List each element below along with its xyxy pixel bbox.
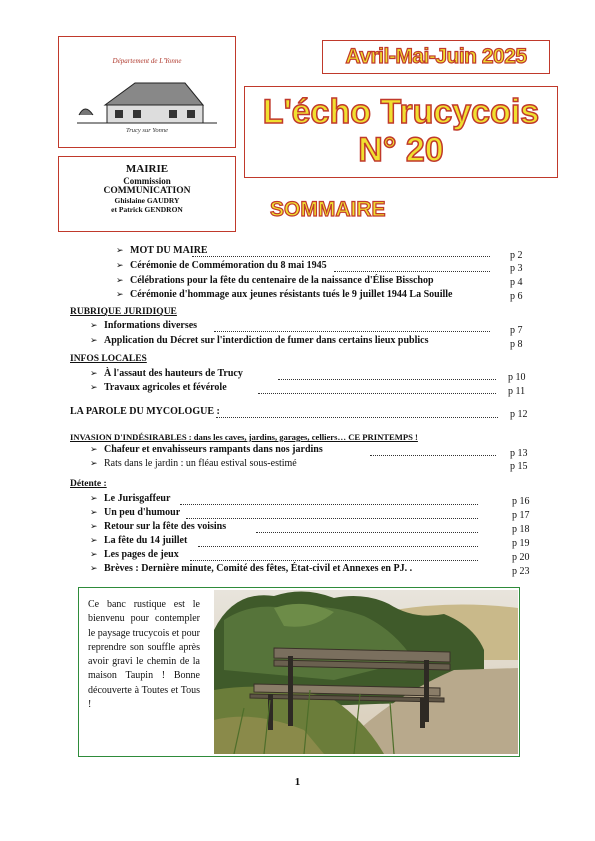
- toc-page: p 16: [512, 496, 530, 507]
- mairie-commission: Commission: [123, 175, 171, 186]
- toc-item: ➢ La fête du 14 juillet: [90, 535, 188, 546]
- arrow-bullet-icon: ➢: [90, 493, 98, 503]
- mairie-box: [58, 156, 236, 232]
- toc-page: p 17: [512, 510, 530, 521]
- bench-photo: [214, 590, 518, 754]
- arrow-bullet-icon: ➢: [90, 458, 98, 468]
- toc-page: p 10: [508, 372, 526, 383]
- logo-box: [58, 36, 236, 148]
- arrow-bullet-icon: ➢: [90, 335, 98, 345]
- toc-page: p 15: [510, 461, 528, 472]
- toc-page: p 20: [512, 552, 530, 563]
- toc-page: p 2: [510, 250, 523, 261]
- toc-item: ➢ Informations diverses: [90, 320, 198, 331]
- date-banner: [322, 40, 550, 74]
- toc-page: p 23: [512, 566, 530, 577]
- arrow-bullet-icon: ➢: [116, 245, 124, 255]
- mairie-title: MAIRIE: [125, 163, 169, 175]
- toc-page: p 8: [510, 339, 523, 350]
- toc-page: p 19: [512, 538, 530, 549]
- date-text: Avril-Mai-Juin 2025: [345, 45, 527, 68]
- arrow-bullet-icon: ➢: [90, 563, 98, 573]
- toc-page: p 6: [510, 291, 523, 302]
- newsletter-title: L'écho Trucycois: [262, 93, 540, 131]
- arrow-bullet-icon: ➢: [90, 320, 98, 330]
- toc-section-heading: Détente :: [70, 479, 107, 489]
- toc-item: ➢ Retour sur la fête des voisins: [90, 521, 227, 532]
- village-sketch-image: [75, 75, 219, 127]
- toc-item: ➢ Le Jurisgaffeur: [90, 493, 171, 504]
- arrow-bullet-icon: ➢: [116, 260, 124, 270]
- toc-item: ➢ Cérémonie d'hommage aux jeunes résistants tués le 9 juillet 1944 La Souille: [116, 289, 453, 300]
- toc-page: p 3: [510, 263, 523, 274]
- mairie-member-1: Ghislaine GAUDRY: [114, 195, 180, 205]
- toc-item: LA PAROLE DU MYCOLOGUE :: [70, 406, 220, 417]
- toc-item: ➢ Célébrations pour la fête du centenaire de la naissance d'Élise Bisschop: [116, 275, 434, 286]
- arrow-bullet-icon: ➢: [90, 382, 98, 392]
- arrow-bullet-icon: ➢: [90, 368, 98, 378]
- toc-item: ➢ À l'assaut des hauteurs de Trucy: [90, 368, 243, 379]
- arrow-bullet-icon: ➢: [116, 275, 124, 285]
- arrow-bullet-icon: ➢: [90, 521, 98, 531]
- toc-item: ➢ Chafeur et envahisseurs rampants dans nos jardins: [90, 444, 323, 455]
- photo-caption: Ce banc rustique est le bienvenu pour contempler le paysage trucycois et pour reprendre son souffle après avoir gravi le chemin de la maison Taupin ! Bonne découverte à Toutes et Tous !: [88, 599, 200, 711]
- toc-page: p 12: [510, 409, 528, 420]
- arrow-bullet-icon: ➢: [90, 507, 98, 517]
- toc-section-heading: INFOS LOCALES: [70, 354, 147, 364]
- toc-page: p 11: [508, 386, 526, 397]
- arrow-bullet-icon: ➢: [90, 535, 98, 545]
- toc-item: ➢ Les pages de jeux: [90, 549, 179, 560]
- toc-item: ➢ Un peu d'humour: [90, 507, 181, 518]
- arrow-bullet-icon: ➢: [90, 444, 98, 454]
- toc-section-heading: RUBRIQUE JURIDIQUE: [70, 307, 177, 317]
- logo-department-text: Département de L'Yonne: [112, 57, 182, 65]
- toc-item: ➢ MOT DU MAIRE: [116, 245, 208, 256]
- page-number: 1: [294, 776, 301, 788]
- toc-page: p 4: [510, 277, 523, 288]
- title-box: [244, 86, 558, 178]
- toc-item: ➢ Travaux agricoles et févérole: [90, 382, 227, 393]
- mairie-communication: COMMUNICATION: [103, 185, 191, 196]
- toc-page: p 7: [510, 325, 523, 336]
- arrow-bullet-icon: ➢: [90, 549, 98, 559]
- toc-item: ➢ Cérémonie de Commémoration du 8 mai 1945: [116, 260, 327, 271]
- sommaire-heading: SOMMAIRE: [270, 198, 386, 221]
- toc-section-heading: INVASION D'INDÉSIRABLES : dans les caves, jardins, garages, celliers… CE PRINTEMPS !: [70, 432, 418, 442]
- toc-page: p 13: [510, 448, 528, 459]
- toc-item: ➢ Brèves : Dernière minute, Comité des fêtes, État-civil et Annexes en PJ. .: [90, 563, 413, 574]
- toc-page: p 18: [512, 524, 530, 535]
- toc-item: ➢ Rats dans le jardin : un fléau estival sous-estimé: [90, 458, 297, 469]
- toc-item: ➢ Application du Décret sur l'interdiction de fumer dans certains lieux publics: [90, 335, 429, 346]
- logo-place-text: Trucy sur Yonne: [125, 127, 169, 134]
- arrow-bullet-icon: ➢: [116, 289, 124, 299]
- mairie-member-2: et Patrick GENDRON: [111, 204, 183, 214]
- issue-number: N° 20: [358, 131, 444, 169]
